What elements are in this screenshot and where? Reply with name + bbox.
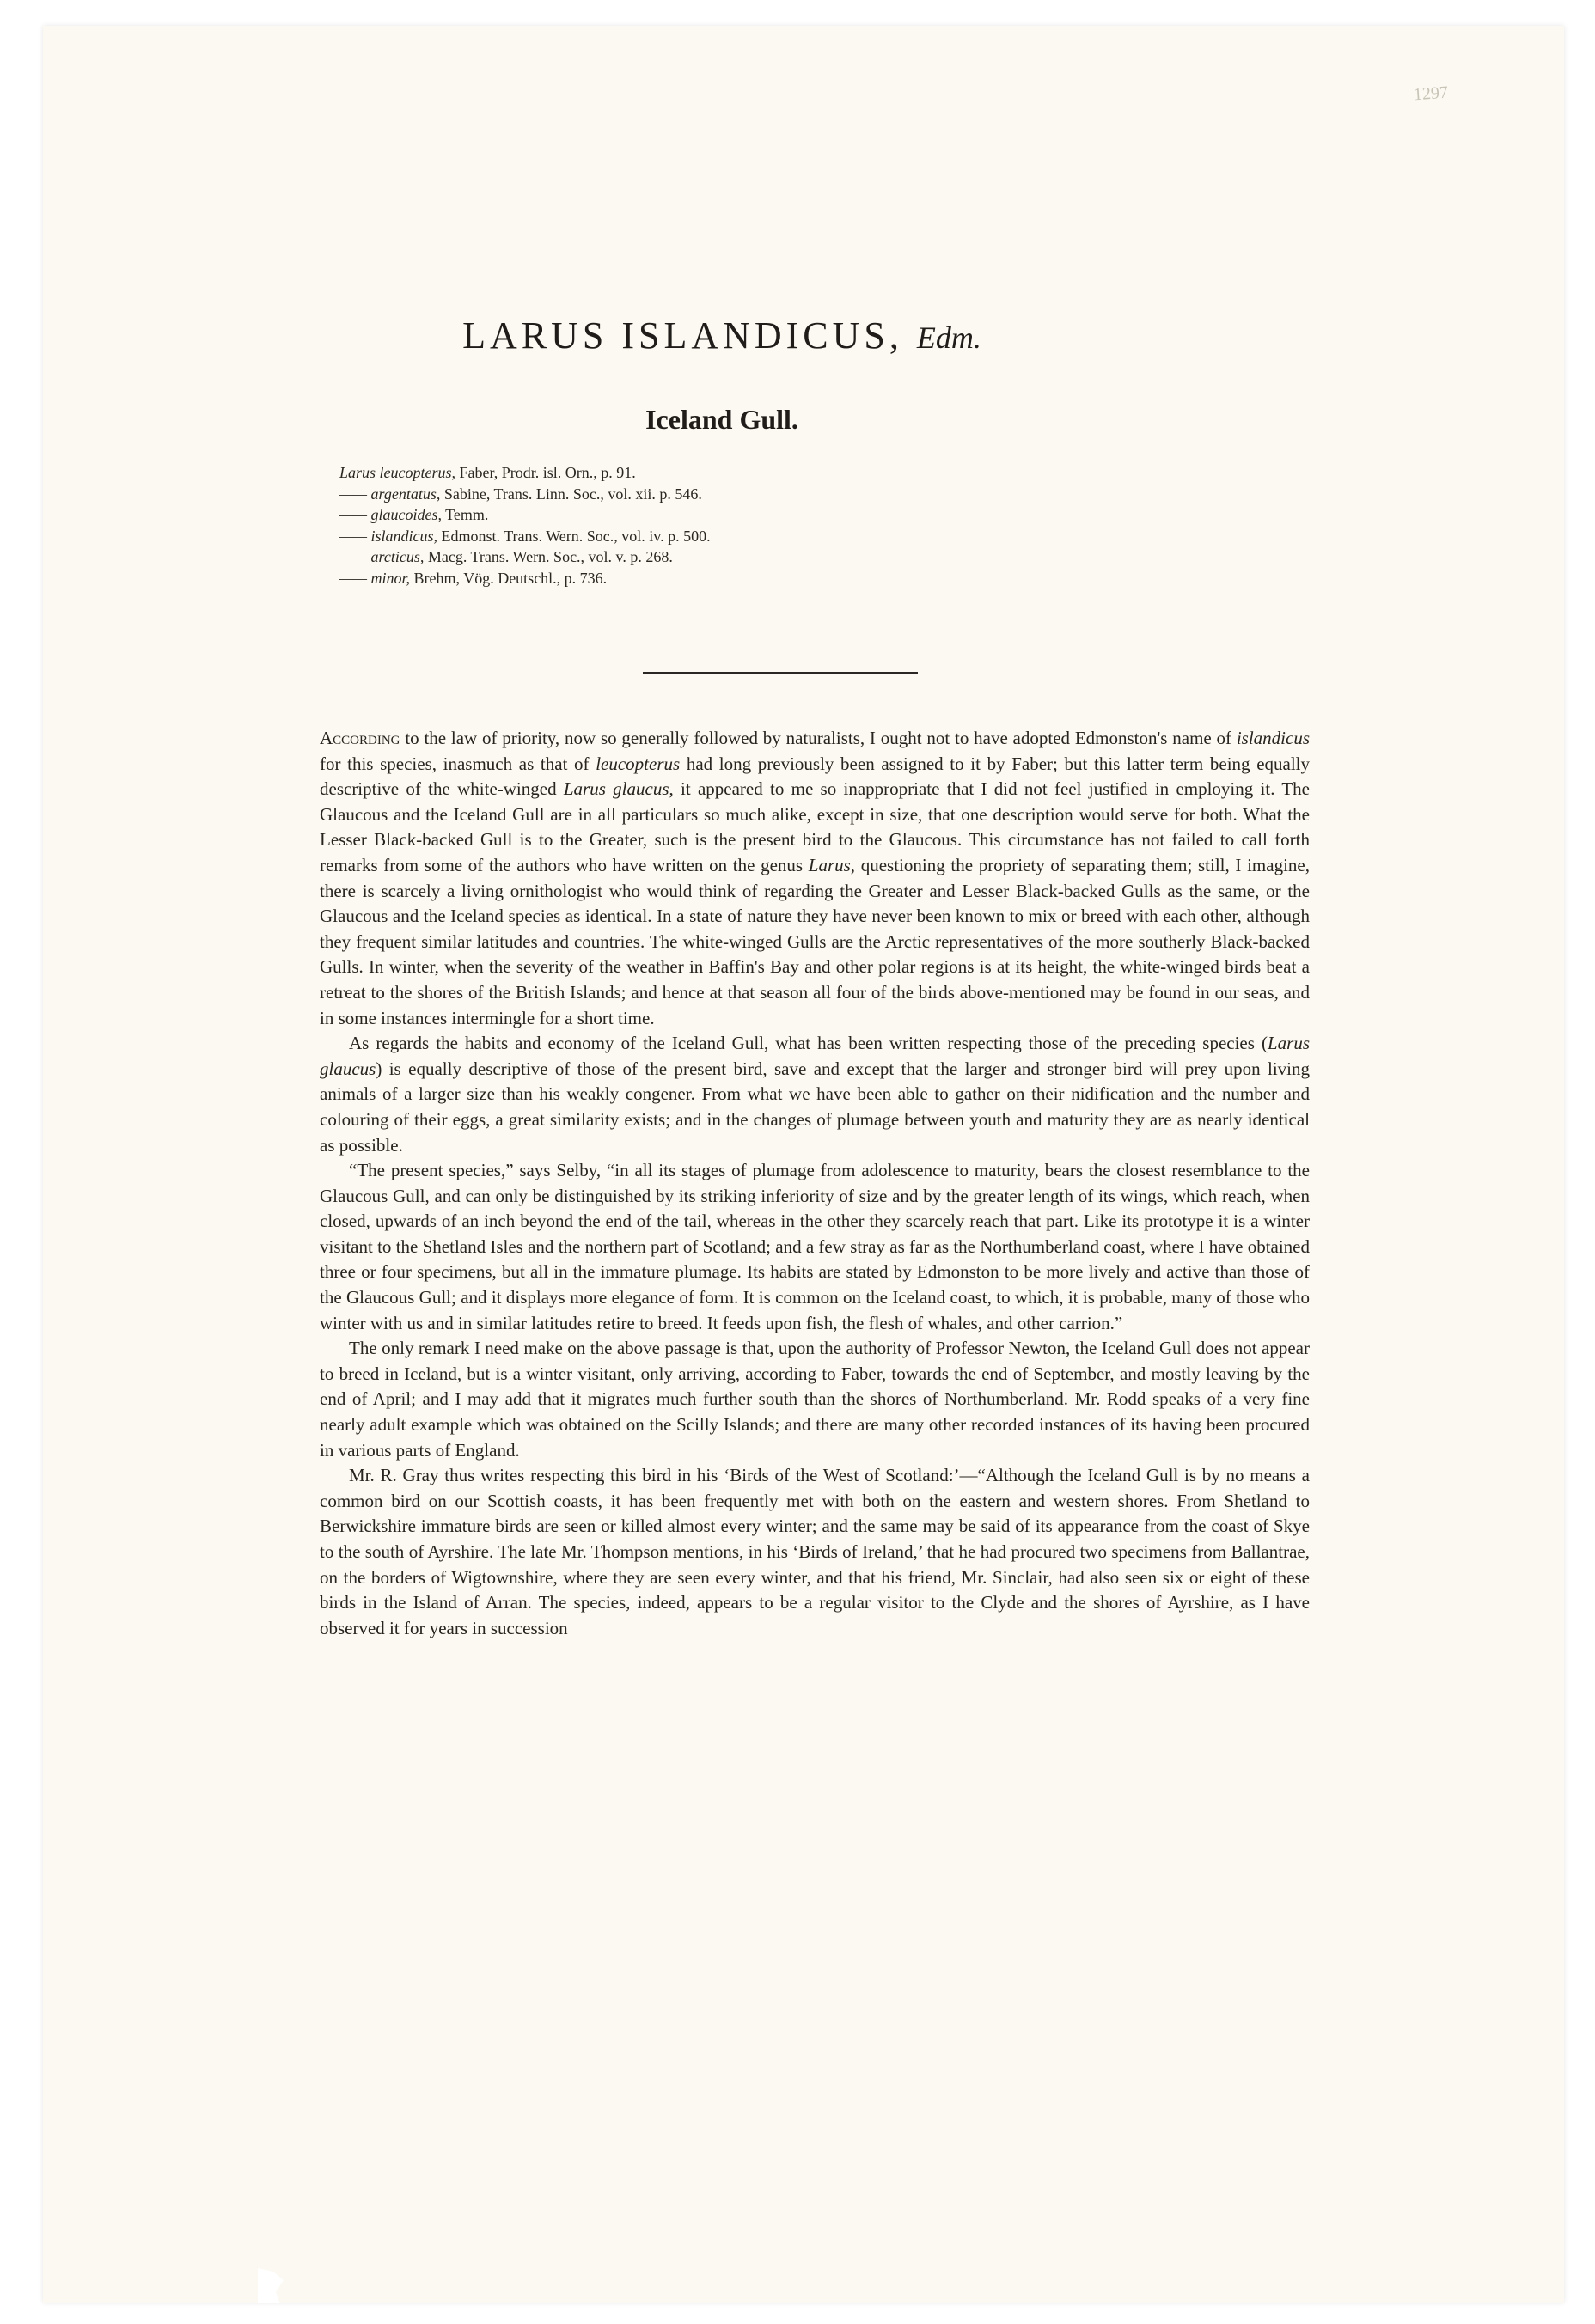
drop-opening-word: According xyxy=(320,728,400,748)
synonym-item: —— arcticus, Macg. Trans. Wern. Soc., vol. v. p. 268. xyxy=(339,548,673,566)
synonym-item: —— glaucoides, Temm. xyxy=(339,506,489,524)
article-body xyxy=(320,726,1310,1641)
paragraph-3: “The present species,” says Selby, “in all its stages of plumage from adolescence to maturity, bears the closest resemblance to the Glaucous Gull, and can only be distinguished by its striking inferiority of size and by the greater length of its wings, which reach, when closed, upwards of an inch beyond the end of the tail, whereas in the other they scarcely reach that part. Like its prototype it is a winter visitant to the Shetland Isles and the northern part of Scotland; and a few stray as far as the Northumberland coast, where I have obtained three or four specimens, but all in the immature plumage. Its habits are stated by Edmonston to be more lively and active than those of the Glaucous Gull; and it displays more elegance of form. It is common on the Iceland coast, to which, it is probable, many of those who winter with us and in similar latitudes retire to breed. It feeds upon fish, the flesh of whales, and other carrion.” xyxy=(320,1160,1310,1333)
species-title xyxy=(43,314,1401,357)
species-common-name: Iceland Gull. xyxy=(645,404,798,435)
paragraph-4: The only remark I need make on the above passage is that, upon the authority of Professor Newton, the Iceland Gull does not appear to breed in Iceland, but is a winter visitant, only arriving, according to Faber, towards the end of September, and mostly leaving by the end of April; and I may add that it migrates much further south than the shores of Northumberland. Mr. Rodd speaks of a very fine nearly adult example which was obtained on the Scilly Islands; and there are many other recorded instances of its having been procured in various parts of England. xyxy=(320,1338,1310,1461)
synonym-item: —— argentatus, Sabine, Trans. Linn. Soc., vol. xii. p. 546. xyxy=(339,485,702,503)
synonym-item: —— minor, Brehm, Vög. Deutschl., p. 736. xyxy=(339,569,608,587)
species-latin-name: LARUS ISLANDICUS, xyxy=(462,314,903,357)
synonymy-list xyxy=(339,462,1027,589)
species-author: Edm. xyxy=(916,320,981,355)
synonym-item: —— islandicus, Edmonst. Trans. Wern. Soc., vol. iv. p. 500. xyxy=(339,527,711,545)
printed-page xyxy=(43,26,1564,2303)
paragraph-1: According to the law of priority, now so generally followed by naturalists, I ought not to have adopted Edmonston's name of islandicus for this species, inasmuch as that of leucopterus had long previously been assigned to it by Faber; but this latter term being equally descriptive of the white-winged Larus glaucus, it appeared to me so inappropriate that I did not feel justified in employing it. The Glaucous and the Iceland Gull are in all particulars so much alike, except in size, that one description would serve for both. What the Lesser Black-backed Gull is to the Greater, such is the present bird to the Glaucous. This circumstance has not failed to call forth remarks from some of the authors who have written on the genus Larus, questioning the propriety of separating them; still, I imagine, there is scarcely a living ornithologist who would think of regarding the Greater and Lesser Black-backed Gulls as the same, or the Glaucous and the Iceland species as identical. In a state of nature they have never been known to mix or breed with each other, although they frequent similar latitudes and countries. The white-winged Gulls are the Arctic representatives of the more southerly Black-backed Gulls. In winter, when the severity of the weather in Baffin's Bay and other polar regions is at its height, the white-winged birds beat a retreat to the shores of the British Islands; and hence at that season all four of the birds above-mentioned may be found in our seas, and in some instances intermingle for a short time. xyxy=(320,728,1311,1028)
section-divider-rule xyxy=(643,672,918,674)
paragraph-2: As regards the habits and economy of the Iceland Gull, what has been written respecting those of the preceding species (Larus glaucus) is equally descriptive of those of the present bird, save and except that the larger and stronger bird will prey upon living animals of a larger size than his weakly congener. From what we have been able to gather on their nidification and the number and colouring of their eggs, a great similarity exists; and in the changes of plumage between youth and maturity they are as nearly identical as possible. xyxy=(320,1033,1310,1156)
paragraph-5: Mr. R. Gray thus writes respecting this bird in his ‘Birds of the West of Scotland:’—“Although the Iceland Gull is by no means a common bird on our Scottish coasts, it has been frequently met with both on the eastern and western shores. From Shetland to Berwickshire immature birds are seen or killed almost every winter; and the same may be said of its appearance from the coast of Skye to the south of Ayrshire. The late Mr. Thompson mentions, in his ‘Birds of Ireland,’ that he had procured two specimens from Ballantrae, on the borders of Wigtownshire, where they are seen every winter, and that his friend, Mr. Sinclair, had also seen six or eight of these birds in the Island of Arran. The species, indeed, appears to be a regular visitor to the Clyde and the shores of Ayrshire, as I have observed it for years in succession xyxy=(320,1465,1310,1638)
torn-edge xyxy=(258,2268,284,2303)
synonym-item: Larus leucopterus, Faber, Prodr. isl. Orn., p. 91. xyxy=(339,464,636,481)
pencil-corner-mark: 1297 xyxy=(1413,82,1449,105)
